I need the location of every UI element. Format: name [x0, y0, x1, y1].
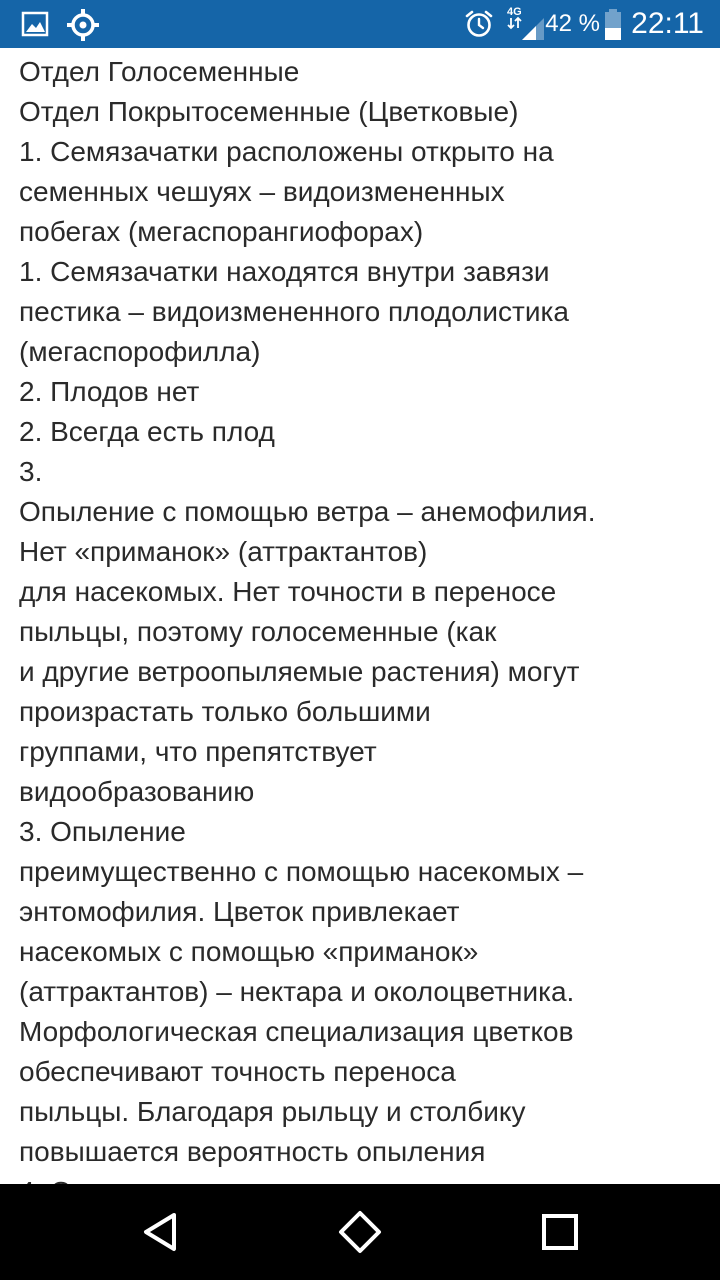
- status-bar: [0, 0, 720, 48]
- recents-icon: [536, 1208, 584, 1256]
- text-line: энтомофилия. Цветок привлекает: [19, 896, 460, 927]
- text-line: (аттрактантов) – нектара и околоцветника.: [19, 976, 575, 1007]
- text-line: пыльцы. Благодаря рыльцу и столбику: [19, 1096, 526, 1127]
- recents-button[interactable]: [536, 1208, 584, 1256]
- home-button[interactable]: [336, 1208, 384, 1256]
- text-line: (мегаспорофилла): [19, 336, 261, 367]
- text-line: 2. Плодов нет: [19, 376, 200, 407]
- battery-percentage: 42 %: [545, 10, 600, 37]
- text-line: семенных чешуях – видоизмененных: [19, 176, 505, 207]
- text-line: 2. Всегда есть плод: [19, 416, 275, 447]
- text-line: 1. Семязачатки расположены открыто на: [19, 136, 554, 167]
- alarm-clock-icon: [464, 9, 494, 44]
- text-line: для насекомых. Нет точности в переносе: [19, 576, 557, 607]
- text-line: Морфологическая специализация цветков: [19, 1016, 574, 1047]
- text-line: пыльцы, поэтому голосеменные (как: [19, 616, 497, 647]
- text-line: преимущественно с помощью насекомых –: [19, 856, 584, 887]
- text-line: Отдел Покрытосеменные (Цветковые): [19, 96, 519, 127]
- text-line: Нет «приманок» (аттрактантов): [19, 536, 428, 567]
- text-line: 3. Опыление: [19, 816, 186, 847]
- back-button[interactable]: [136, 1208, 184, 1256]
- navigation-bar: [0, 1184, 720, 1280]
- article-text: [19, 52, 709, 1212]
- text-line: побегах (мегаспорангиофорах): [19, 216, 424, 247]
- article-content[interactable]: [0, 48, 720, 1184]
- text-line: Отдел Голосеменные: [19, 56, 300, 87]
- status-bar-right: [460, 0, 720, 48]
- crosshair-app-icon: [66, 8, 98, 40]
- signal-4g-icon: [506, 4, 546, 47]
- clock-time: 22:11: [631, 7, 704, 40]
- battery-icon: [604, 9, 622, 46]
- text-line: Опыление с помощью ветра – анемофилия.: [19, 496, 596, 527]
- network-type-label: 4G: [507, 6, 522, 18]
- text-line: обеспечивают точность переноса: [19, 1056, 456, 1087]
- text-line: пестика – видоизмененного плодолистика: [19, 296, 569, 327]
- text-line: видообразованию: [19, 776, 255, 807]
- text-line: насекомых с помощью «приманок»: [19, 936, 479, 967]
- text-line: группами, что препятствует: [19, 736, 377, 767]
- text-line: произрастать только большими: [19, 696, 431, 727]
- text-line: и другие ветроопыляемые растения) могут: [19, 656, 580, 687]
- text-line: повышается вероятность опыления: [19, 1136, 486, 1167]
- text-line: 3.: [19, 456, 43, 487]
- home-icon: [336, 1208, 384, 1256]
- text-line: 1. Семязачатки находятся внутри завязи: [19, 256, 550, 287]
- back-icon: [136, 1208, 184, 1256]
- image-notification-icon: [20, 8, 52, 40]
